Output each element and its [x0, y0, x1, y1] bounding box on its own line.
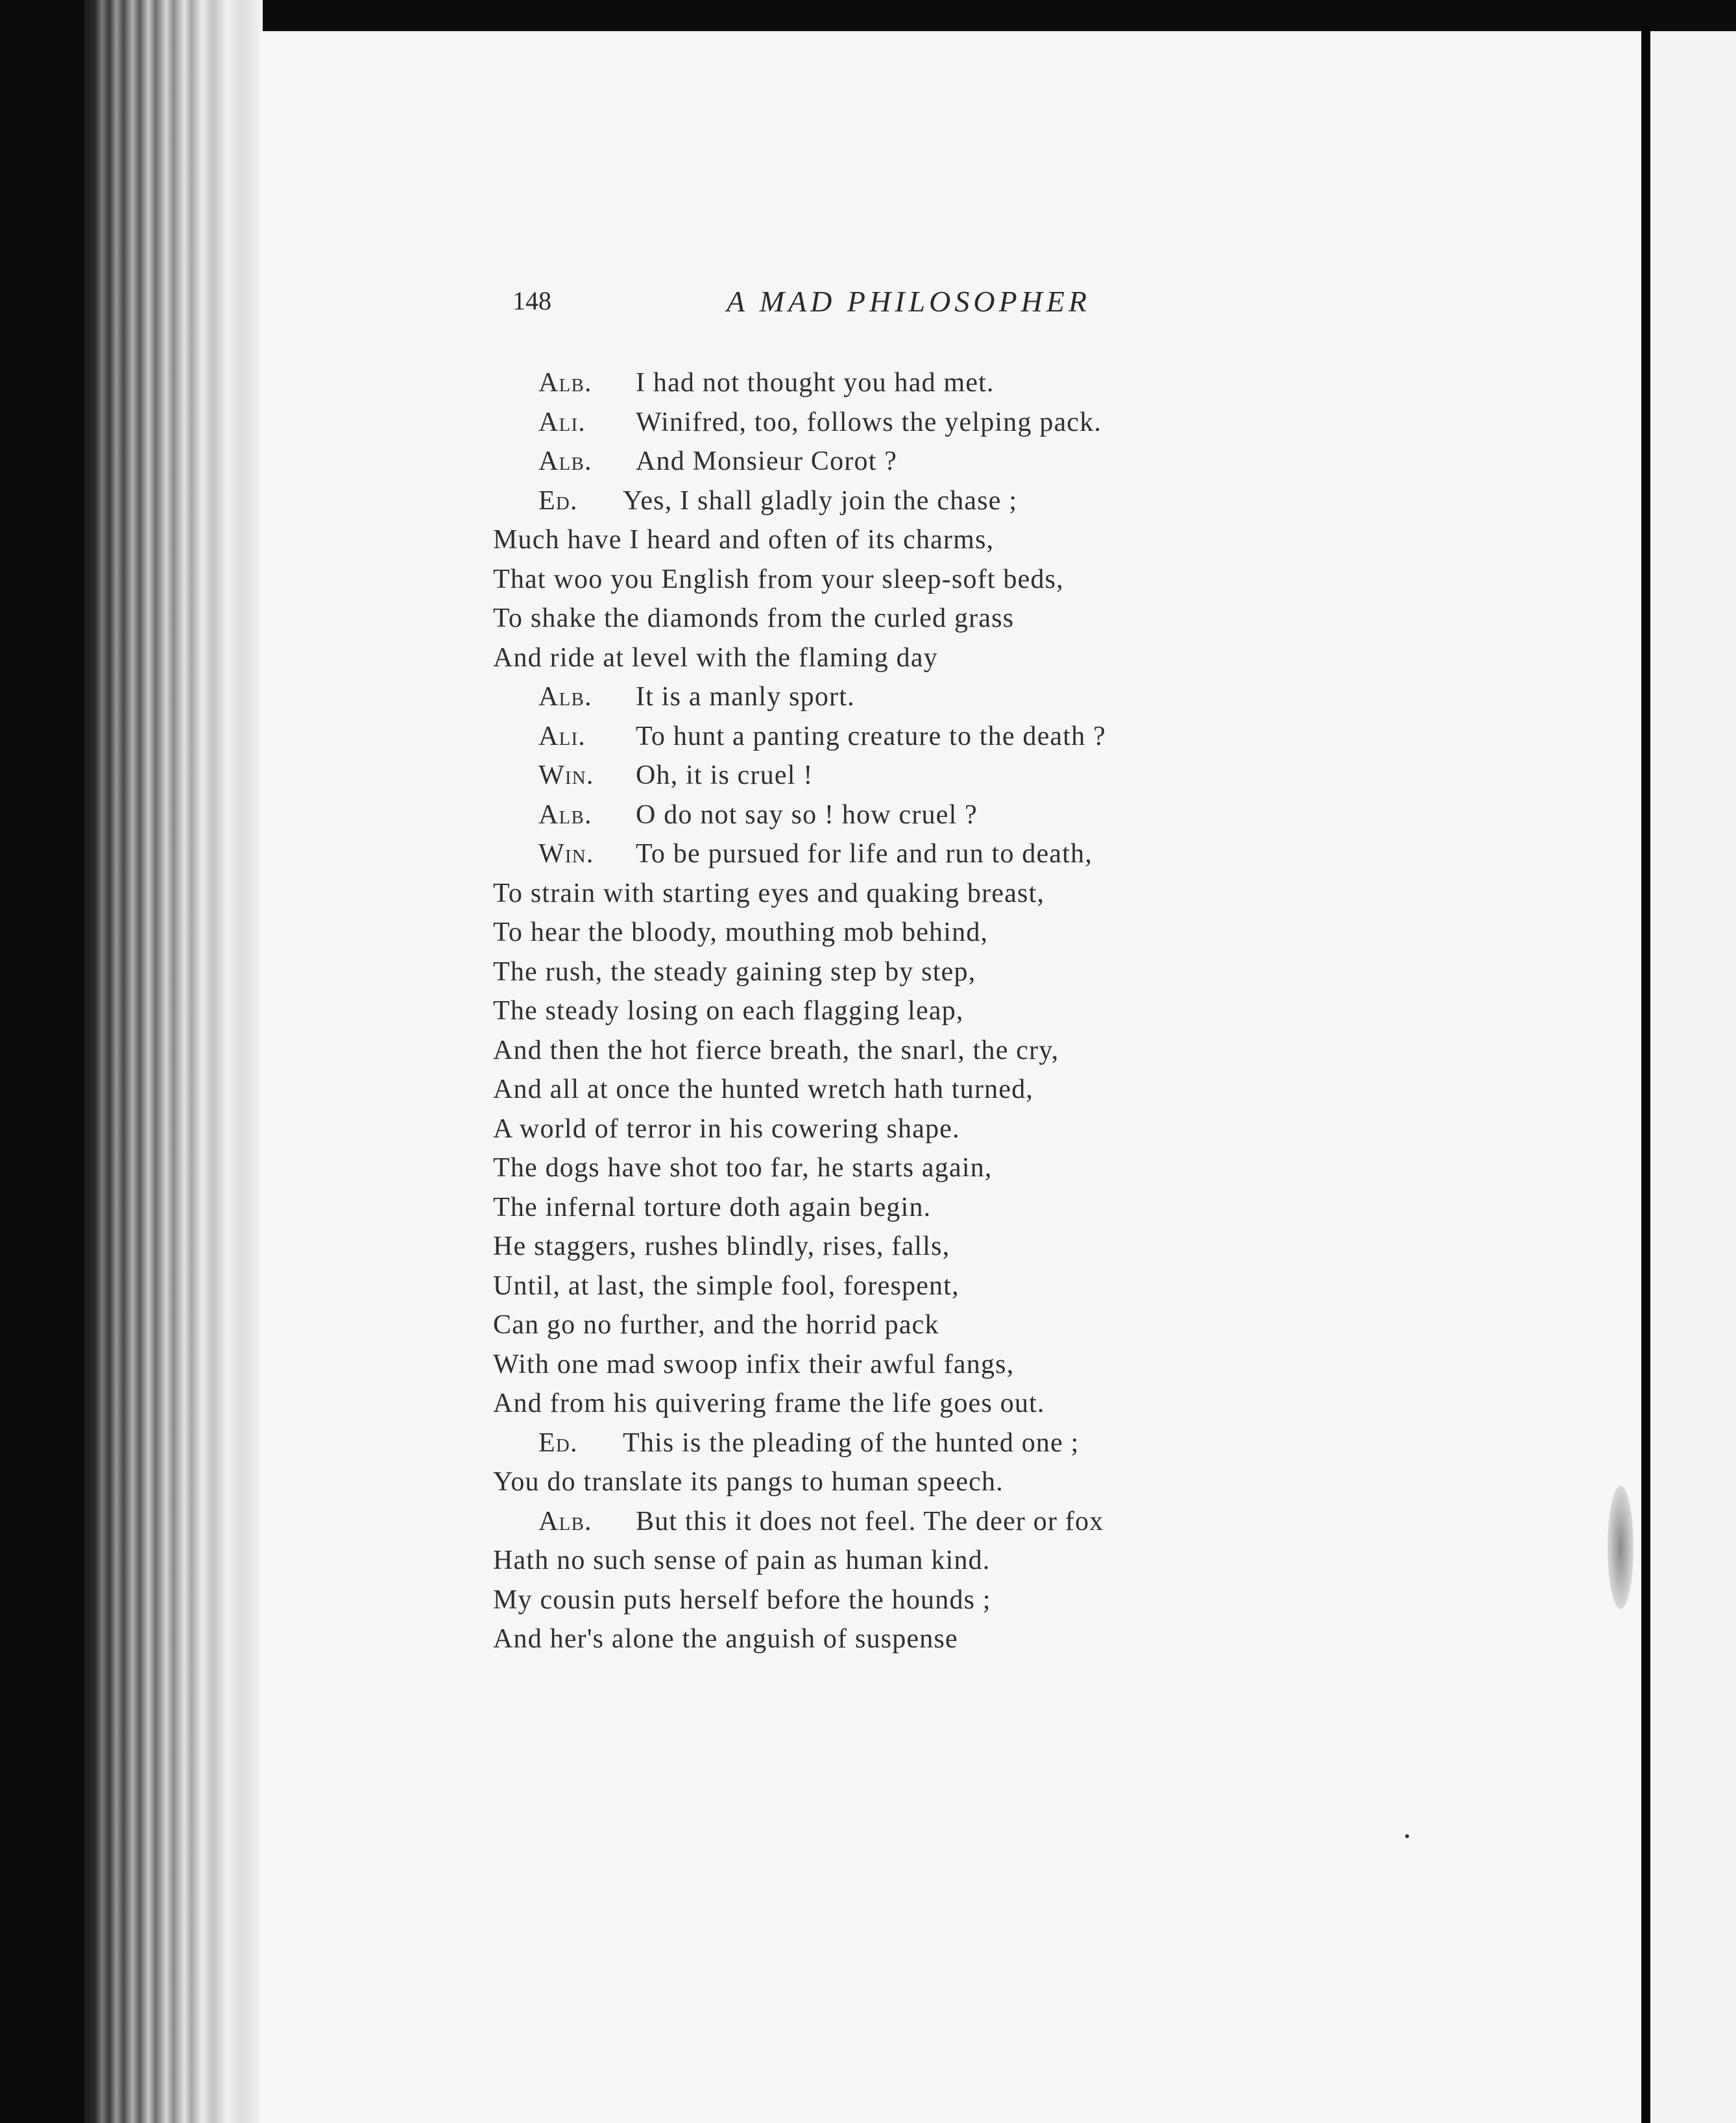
speaker-name: Ali.	[538, 407, 586, 437]
dialogue-line	[493, 403, 1272, 443]
speaker-name: Alb.	[538, 368, 592, 398]
dialogue-line	[493, 1502, 1272, 1542]
line-text: Winifred, too, follows the yelping pack.	[636, 407, 1102, 437]
line-text: Yes, I shall gladly join the chase ;	[623, 485, 1018, 516]
speaker-name: Ed.	[538, 485, 578, 516]
line-text: Can go no further, and the horrid pack	[493, 1310, 939, 1340]
line-text: The steady losing on each flagging leap,	[493, 996, 964, 1026]
line-text: To hear the bloody, mouthing mob behind,	[493, 917, 989, 947]
line-text: A world of terror in his cowering shape.	[493, 1113, 960, 1144]
verse-line	[493, 1620, 1272, 1659]
line-text: O do not say so ! how cruel ?	[636, 799, 978, 830]
dialogue-line	[493, 717, 1272, 757]
line-text: And all at once the hunted wretch hath turned,	[493, 1074, 1034, 1104]
verse-line	[493, 1070, 1272, 1110]
speaker-name: Alb.	[538, 1506, 592, 1536]
verse-line	[493, 1227, 1272, 1267]
verse-line	[493, 1345, 1272, 1385]
scan-smudge	[1608, 1486, 1634, 1609]
facing-page-edge	[1641, 26, 1650, 2123]
line-text: And then the hot fierce breath, the snarl, the cry,	[493, 1035, 1059, 1065]
verse-line	[493, 1462, 1272, 1502]
dialogue-line	[493, 1424, 1272, 1463]
dialogue-line	[493, 834, 1272, 874]
line-text: It is a manly sport.	[636, 682, 855, 712]
verse-line	[493, 520, 1272, 560]
dialogue-line	[493, 756, 1272, 795]
line-text: You do translate its pangs to human speech.	[493, 1467, 1004, 1497]
speaker-name: Alb.	[538, 682, 592, 712]
speaker-name: Ed.	[538, 1427, 578, 1458]
running-title: A MAD PHILOSOPHER	[727, 285, 1091, 318]
dialogue-line	[493, 795, 1272, 835]
verse-line	[493, 1148, 1272, 1188]
facing-page-margin	[1650, 31, 1736, 2123]
speaker-name: Ali.	[538, 721, 586, 751]
speaker-name: Alb.	[538, 446, 592, 476]
line-text: But this it does not feel. The deer or fox	[636, 1506, 1104, 1536]
verse-line	[493, 1188, 1272, 1228]
line-text: I had not thought you had met.	[636, 368, 995, 398]
verse-line	[493, 1305, 1272, 1345]
line-text: This is the pleading of the hunted one ;	[623, 1427, 1079, 1458]
line-text: And her's alone the anguish of suspense	[493, 1624, 958, 1654]
verse-line	[493, 991, 1272, 1031]
line-text: And ride at level with the flaming day	[493, 642, 938, 673]
ink-speck	[1405, 1834, 1409, 1838]
dialogue-line	[493, 363, 1272, 403]
line-text: To shake the diamonds from the curled grass	[493, 603, 1015, 633]
line-text: To strain with starting eyes and quaking breast,	[493, 878, 1045, 908]
line-text: With one mad swoop infix their awful fangs,	[493, 1349, 1015, 1379]
verse-text	[493, 363, 1272, 1659]
verse-line	[493, 638, 1272, 678]
dialogue-line	[493, 442, 1272, 481]
line-text: Until, at last, the simple fool, forespent,	[493, 1270, 959, 1301]
line-text: And from his quivering frame the life goes out.	[493, 1389, 1045, 1418]
verse-line	[493, 1267, 1272, 1306]
verse-line	[493, 1581, 1272, 1620]
verse-line	[493, 952, 1272, 992]
dialogue-line	[493, 481, 1272, 521]
speaker-name: Win.	[538, 839, 594, 869]
speaker-name: Alb.	[538, 799, 592, 830]
verse-line	[493, 1541, 1272, 1581]
book-gutter-edges	[84, 0, 263, 2123]
line-text: My cousin puts herself before the hounds ;	[493, 1584, 991, 1615]
line-text: Hath no such sense of pain as human kind.	[493, 1546, 991, 1575]
verse-line	[493, 913, 1272, 952]
line-text: Much have I heard and often of its charms,	[493, 525, 995, 555]
dialogue-line	[493, 677, 1272, 717]
line-text: He staggers, rushes blindly, rises, falls,	[493, 1231, 950, 1261]
line-text: To hunt a panting creature to the death ?	[636, 721, 1106, 751]
line-text: To be pursued for life and run to death,	[636, 839, 1093, 869]
verse-line	[493, 599, 1272, 638]
verse-line	[493, 1384, 1272, 1424]
verse-line	[493, 1110, 1272, 1149]
line-text: That woo you English from your sleep-soft beds,	[493, 564, 1064, 594]
speaker-name: Win.	[538, 760, 594, 790]
verse-line	[493, 874, 1272, 914]
line-text: And Monsieur Corot ?	[636, 446, 898, 476]
line-text: The infernal torture doth again begin.	[493, 1192, 932, 1222]
page-header	[512, 285, 1226, 324]
verse-line	[493, 560, 1272, 600]
page-number: 148	[512, 286, 551, 315]
line-text: The rush, the steady gaining step by step,	[493, 956, 976, 987]
verse-line	[493, 1031, 1272, 1071]
line-text: Oh, it is cruel !	[636, 760, 814, 790]
line-text: The dogs have shot too far, he starts again,	[493, 1153, 993, 1183]
